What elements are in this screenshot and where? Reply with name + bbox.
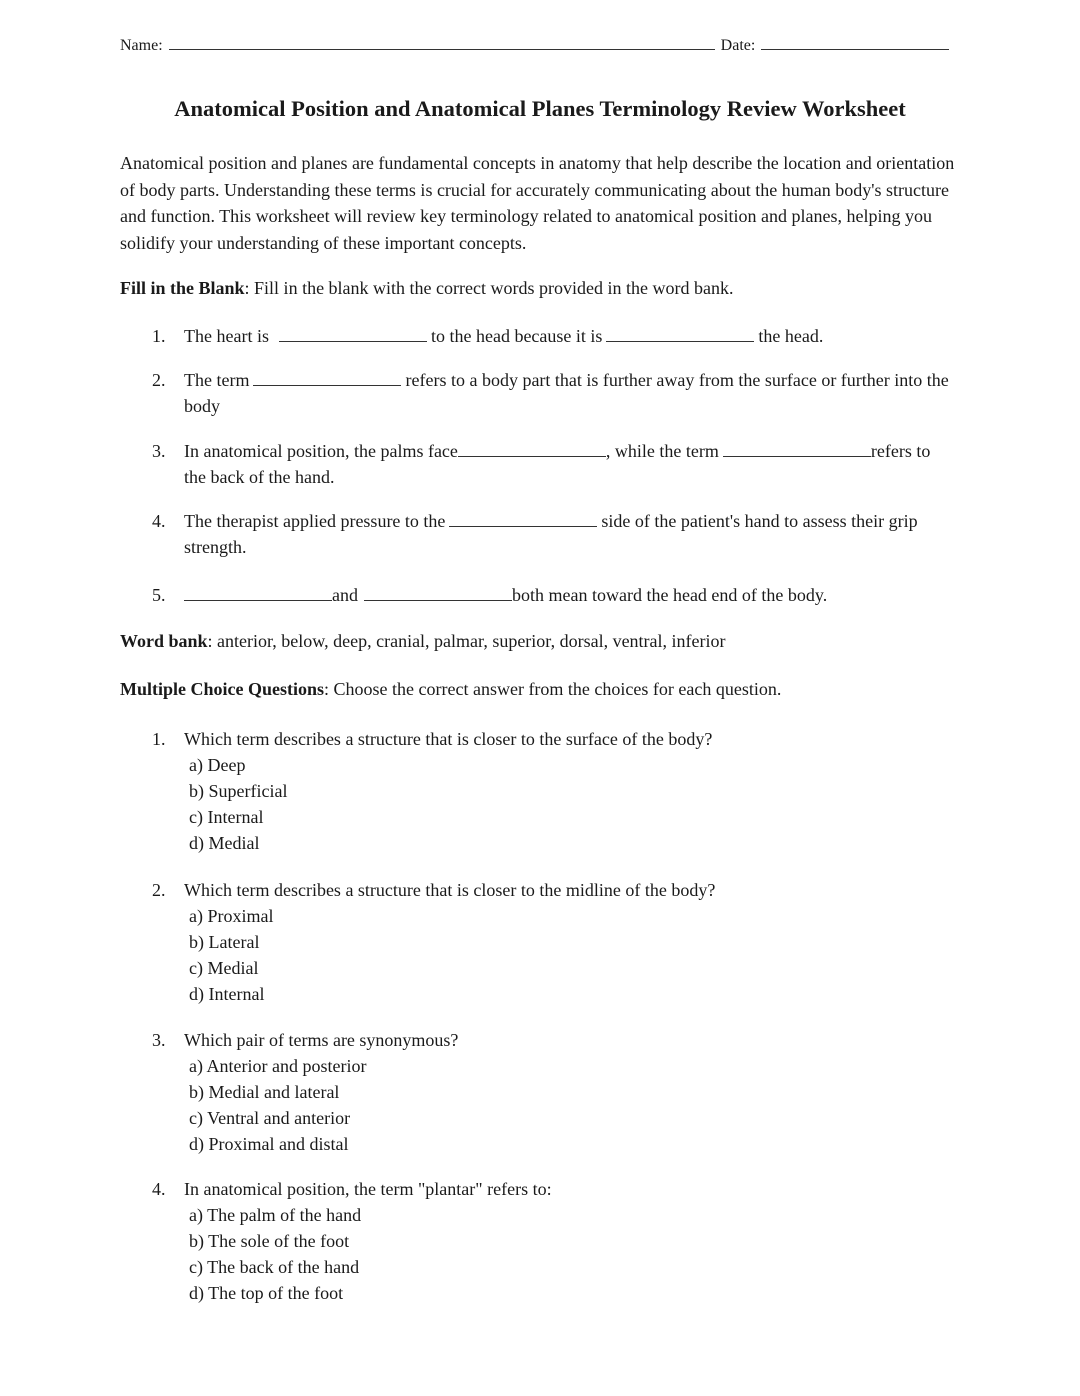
answer-option[interactable]: c) Ventral and anterior <box>189 1108 351 1128</box>
name-field[interactable] <box>169 33 715 50</box>
item-text: In anatomical position, the palms face <box>184 441 458 461</box>
date-field[interactable] <box>761 33 949 50</box>
answer-option[interactable]: a) Anterior and posterior <box>189 1056 367 1076</box>
section-title: Multiple Choice Questions <box>120 679 325 699</box>
answer-option[interactable]: b) Superficial <box>189 781 288 801</box>
word-bank-words: : anterior, below, deep, cranial, palmar, superior, dorsal, ventral, inferior <box>207 631 726 651</box>
answer-option[interactable]: d) Proximal and distal <box>189 1134 349 1154</box>
question-number: 1. <box>152 729 166 749</box>
item-number: 1. <box>152 326 166 346</box>
answer-option[interactable]: a) Proximal <box>189 906 274 926</box>
mc-question-3 <box>152 1027 956 1157</box>
mc-question-2 <box>152 877 956 1007</box>
fill-blank-item-4 <box>152 508 956 560</box>
blank-field[interactable] <box>458 438 606 457</box>
item-text: both mean toward the head end of the body. <box>512 585 828 605</box>
fill-blank-item-5 <box>152 582 956 608</box>
section-title: Fill in the Blank <box>120 278 245 298</box>
item-number: 2. <box>152 370 166 390</box>
question-text: Which pair of terms are synonymous? <box>184 1030 459 1050</box>
word-bank <box>120 631 726 652</box>
blank-field[interactable] <box>449 508 597 527</box>
blank-field[interactable] <box>364 582 512 601</box>
blank-field[interactable] <box>606 323 754 342</box>
question-text: Which term describes a structure that is closer to the surface of the body? <box>184 729 713 749</box>
answer-option[interactable]: a) The palm of the hand <box>189 1205 362 1225</box>
date-label: Date: <box>720 37 756 54</box>
section-instruction: : Choose the correct answer from the choices for each question. <box>324 679 782 699</box>
item-number: 5. <box>152 585 166 605</box>
answer-option[interactable]: d) Internal <box>189 984 265 1004</box>
item-text: the head. <box>758 326 824 346</box>
answer-option[interactable]: b) Lateral <box>189 932 260 952</box>
item-text: side of the patient's hand to assess their grip strength. <box>184 511 918 557</box>
section-instruction: : Fill in the blank with the correct words provided in the word bank. <box>244 278 734 298</box>
answer-option[interactable]: c) Medial <box>189 958 259 978</box>
item-text: refers to the back of the hand. <box>184 441 931 487</box>
item-text: The heart is <box>184 326 269 346</box>
item-text: , while the term <box>605 441 719 461</box>
item-number: 4. <box>152 511 166 531</box>
answer-option[interactable]: c) Internal <box>189 807 264 827</box>
item-number: 3. <box>152 441 166 461</box>
page-title: Anatomical Position and Anatomical Planes Terminology Review Worksheet <box>174 96 906 121</box>
mc-question-4 <box>152 1176 956 1306</box>
question-text: In anatomical position, the term "plantar" refers to: <box>184 1179 552 1199</box>
mc-question-1 <box>152 726 956 856</box>
question-number: 3. <box>152 1030 166 1050</box>
answer-option[interactable]: a) Deep <box>189 755 246 775</box>
item-text: to the head because it is <box>430 326 603 346</box>
fill-blank-item-2 <box>152 367 956 419</box>
question-text: Which term describes a structure that is closer to the midline of the body? <box>184 880 716 900</box>
word-bank-title: Word bank <box>120 631 208 651</box>
fill-blank-item-3 <box>152 438 956 490</box>
answer-option[interactable]: d) Medial <box>189 833 260 853</box>
question-number: 4. <box>152 1179 166 1199</box>
name-label: Name: <box>120 37 163 54</box>
blank-field[interactable] <box>723 438 871 457</box>
item-text: The therapist applied pressure to the <box>184 511 446 531</box>
answer-option[interactable]: b) The sole of the foot <box>189 1231 350 1251</box>
answer-option[interactable]: b) Medial and lateral <box>189 1082 340 1102</box>
item-text: refers to a body part that is further away from the surface or further into the body <box>184 370 949 416</box>
blank-field[interactable] <box>253 367 401 386</box>
blank-field[interactable] <box>184 582 332 601</box>
question-number: 2. <box>152 880 166 900</box>
intro-paragraph: Anatomical position and planes are fundamental concepts in anatomy that help describe the location and orientation of body parts. Understanding these terms is crucial for accurately communicating about the human body's structure and function. This worksheet will review key terminology related to anatomical position and planes, helping you solidify your understanding of these important concepts. <box>120 153 955 253</box>
item-text: The term <box>184 370 250 390</box>
header-fields <box>120 33 956 55</box>
blank-field[interactable] <box>279 323 427 342</box>
multiple-choice-heading <box>120 679 781 700</box>
answer-option[interactable]: d) The top of the foot <box>189 1283 344 1303</box>
fill-blank-item-1 <box>152 323 956 349</box>
fill-blank-heading <box>120 278 733 299</box>
answer-option[interactable]: c) The back of the hand <box>189 1257 360 1277</box>
item-text: and <box>332 585 358 605</box>
